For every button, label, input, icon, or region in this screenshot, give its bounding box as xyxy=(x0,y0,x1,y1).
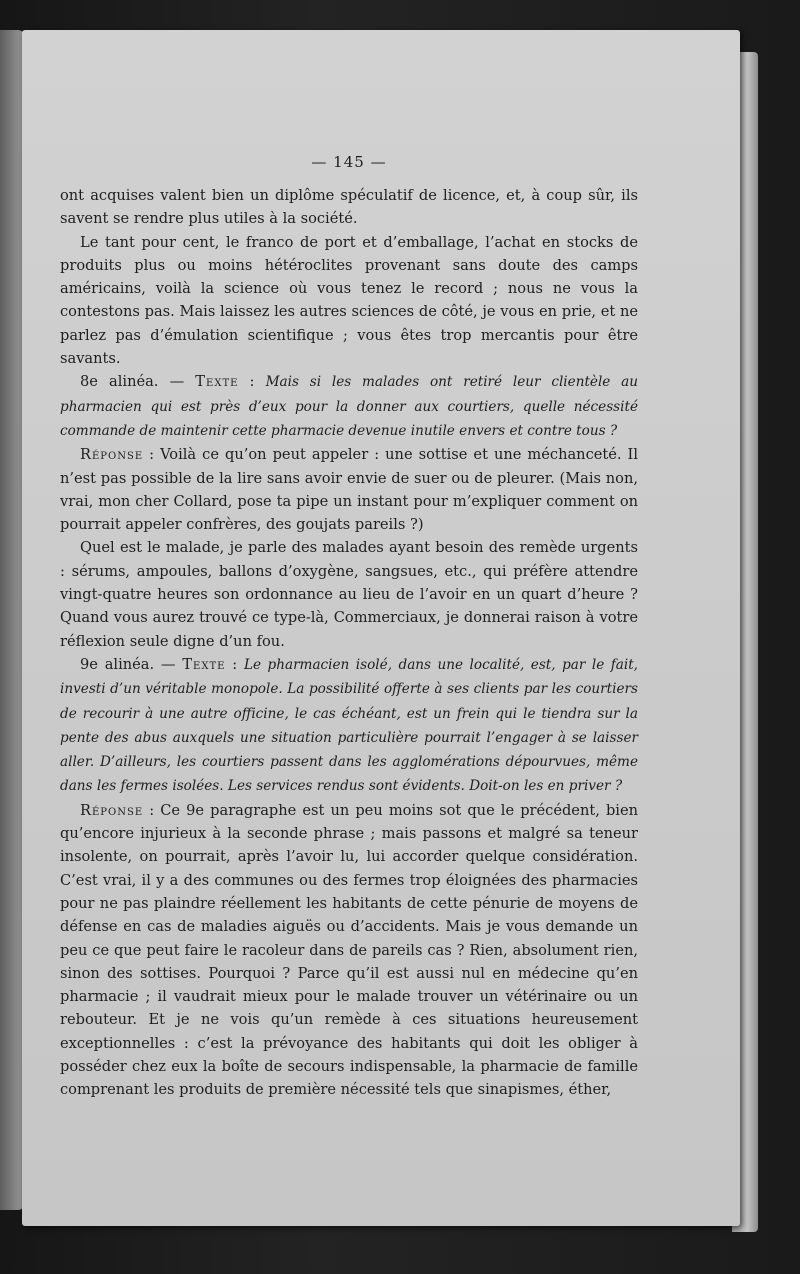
alinea-9-label: Texte xyxy=(182,655,226,673)
reponse-2-sep: : xyxy=(143,801,161,819)
reponse-1-sep: : xyxy=(143,446,161,464)
page-text xyxy=(60,152,638,1102)
book-page xyxy=(22,30,740,1226)
reponse-1-text: Voilà ce qu’on peut appeler : une sottise et une méchanceté. Il n’est pas possible de la lire sans avoir envie de suer ou de pleurer. (Mais non, vrai, mon cher Collard, pose ta pipe un instant pour m’expliquer comment on pourrait appeler confrères, des goujats pareils ?) xyxy=(60,446,638,534)
reponse-1-label: Réponse xyxy=(80,446,144,464)
paragraph-3-alinea-8 xyxy=(60,370,638,443)
paragraph-5: Quel est le malade, je parle des malades ayant besoin des remède urgents : sérums, ampoules, ballons d’oxygène, sangsues, etc., qui préfère attendre vingt-quatre heures son ordonnance au lieu de l’avoir en un quart d’heure ? Quand vous aurez trouvé ce type-là, Commerciaux, je donnerai raison à votre réflexion seule digne d’un fou. xyxy=(60,539,638,650)
alinea-8-label: Texte xyxy=(195,373,239,391)
alinea-8-quote: Mais si les malades ont retiré leur clientèle au pharmacien qui est près d’eux pour la donner aux courtiers, quelle nécessité commande de maintenir cette pharmacie devenue inutile envers et contre tous ? xyxy=(60,374,639,439)
reponse-2-text: Ce 9e paragraphe est un peu moins sot que le précédent, bien qu’encore injurieux à la seconde phrase ; mais passons et malgré sa teneur insolente, on pourrait, après l’avoir lu, lui accorder quelque considération. C’est vrai, il y a des communes ou des fermes trop éloignées des pharmacies pour ne pas plaindre réellement les habitants de cette pénurie de moyens de défense en cas de maladies aiguës ou d’accidents. Mais je vous demande un peu ce que peut faire le racoleur dans de pareils cas ? Rien, absolument rien, sinon des sottises. Pourquoi ? Parce qu’il est aussi nul en médecine qu’en pharmacie ; il vaudrait mieux pour le malade trouver un vétérinaire ou un rebouteur. Et je ne vois qu’un remède à ces situations heureusement exceptionnelles : c’est la prévoyance des habitants qui doit les obliger à posséder chez eux la boîte de secours indispensable, la pharmacie de famille comprenant les produits de première nécessité tels que sinapismes, éther, xyxy=(60,801,638,1099)
paragraph-1: ont acquises valent bien un diplôme spéculatif de licence, et, à coup sûr, ils savent se rendre plus utiles à la société. xyxy=(60,187,638,228)
alinea-9-lead: 9e alinéa. — xyxy=(80,655,183,673)
paragraph-7-reponse xyxy=(60,799,638,1102)
alinea-9-sep: : xyxy=(225,655,244,673)
paragraph-2: Le tant pour cent, le franco de port et d’emballage, l’achat en stocks de produits plus ou moins hétéroclites provenant sans doute des camps américains, voilà la science où vous tenez le record ; nous ne vous la contestons pas. Mais laissez les autres sciences de côté, je vous en prie, et ne parlez pas d’émulation scientifique ; vous êtes trop mercantis pour être savants. xyxy=(60,233,638,368)
alinea-8-sep: : xyxy=(238,373,266,391)
alinea-9-quote: Le pharmacien isolé, dans une localité, est, par le fait, investi d’un véritable monopole. La possibilité offerte à ses clients par les courtiers de recourir à une autre officine, le cas échéant, est un frein qui le tiendra sur la pente des abus auxquels une situation particulière pourrait l’engager à se laisser aller. D’ailleurs, les courtiers passent dans les agglomérations dépourvues, même dans les fermes isolées. Les services rendus sont évidents. Doit-on les en priver ? xyxy=(60,656,638,795)
page-number: — 145 — xyxy=(311,153,387,171)
previous-page-edge xyxy=(0,30,24,1210)
alinea-8-lead: 8e alinéa. — xyxy=(80,373,196,391)
reponse-2-label: Réponse xyxy=(80,801,144,819)
paragraph-4-reponse xyxy=(60,443,638,536)
paragraph-6-alinea-9 xyxy=(60,653,638,799)
